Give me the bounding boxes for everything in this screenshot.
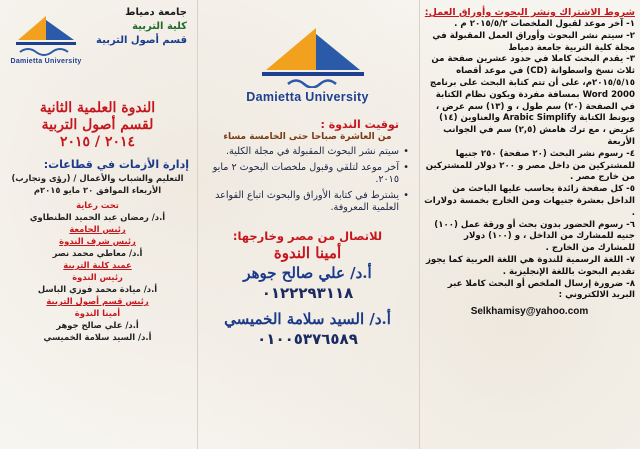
contact-1-phone[interactable]: ٠١٢٢٢٩٣١١٨ (261, 283, 354, 302)
condition-item: ١- آخر موعد لقبول الملخصات ٢٠١٥/٥/٢ م . (454, 19, 635, 29)
dean-label: عميد كلية التربية (63, 260, 132, 270)
logo-english-name-large: Damietta University (246, 90, 369, 104)
seminar-date: الأربعاء الموافق ٢٠ مايو ٢٠١٥م (33, 185, 162, 195)
university-name: جامعة دمياط (125, 7, 187, 18)
theme-line: التعليم والشباب والأعمال / (رؤى وتجارب) (11, 173, 184, 183)
seminar-president-label: رئيس الندوة (72, 272, 123, 282)
right-panel (420, 0, 640, 449)
condition-item: ٧- اللغة الرسمية للندوة هي اللغة العربية كما يجوز تقديم البحوث باللغة الإنجليزية . (425, 254, 635, 277)
logo-english-name: Damietta University (10, 58, 82, 65)
timing-line: من العاشرة صباحا حتى الخامسة مساء (223, 132, 392, 142)
seminar-title-line-1: الندوة العلمية الثانية (39, 100, 156, 116)
condition-item: ٦- رسوم الحضور بدون بحث أو ورقة عمل (١٠٠) جنيه للمشارك من الداخل ، و (١٠٠) دولار للمشارك من الخارج . (434, 219, 635, 254)
faculty-name: كلية التربية (132, 21, 187, 32)
logo-icon-large (228, 26, 388, 88)
condition-item: ٢- سيتم نشر البحوث وأوراق العمل المقبولة في مجلة كلية التربية جامعة دمياط (432, 30, 635, 53)
seminar-president-name: أ.د/ ميادة محمد فوزي الباسل (37, 284, 158, 294)
department-head-label: رئيس قسم أصول التربية (46, 296, 149, 306)
secretaries-label: أمينا الندوة (74, 308, 121, 318)
university-logo-large (228, 26, 388, 104)
note-item: • سيتم نشر البحوث المقبولة في مجلة الكلية. (204, 146, 399, 159)
conditions-list (424, 19, 635, 302)
middle-panel (198, 0, 420, 449)
contact-2-name: أ.د/ السيد سلامة الخميسي (224, 309, 391, 328)
condition-item: ٣- يقدم البحث كاملا في حدود عشرين صفحة من ثلاث نسخ واسطوانة (CD) في موعد أقصاه ٢٠١٥/٥/١٥م، على أن تتم كتابة البحث على برنامج Word 2000 بمسافة مفردة ويكون نظام الكتابة في الصفحة (٢٠) سم طول ، و (١٣) سم عرض ، ويونط الكتابة Arabic Simplify والعناوين (١٤) عريض ، مع ترك هامش (٢,٥) سم في الجوانب الأربعة (429, 54, 635, 147)
seminar-title-line-2: لقسم أصول التربية (41, 117, 154, 133)
secretary-1-name: أ.د/ علي صالح جوهر (56, 320, 139, 330)
condition-item: ٤- رسوم نشر البحث (٢٠ صفحة) ٢٥٠ جنيها للمشتركين من داخل مصر و ٢٠٠ دولار للمشتركين من خارج مصر . (425, 148, 635, 183)
seminar-title-year: ٢٠١٤ / ٢٠١٥ (59, 134, 136, 150)
theme-heading: إدارة الأزمات في قطاعات: (43, 158, 189, 171)
contact-heading: للاتصال من مصر وخارجها: (232, 228, 383, 243)
seminar-notes-list (204, 146, 411, 215)
note-item: • آخر موعد لتلقي وقبول ملخصات البحوث ٢ مايو ٢٠١٥. (204, 162, 399, 187)
seminar-title (6, 100, 189, 151)
contact-2-phone[interactable]: ٠١٠٠٥٣٧٦٥٨٩ (257, 329, 358, 348)
condition-item: ٨- ضرورة إرسال الملخص أو البحث كاملا عبر البريد الالكتروني : (447, 278, 635, 301)
patron-label: تحت رعاية (76, 200, 119, 210)
contact-secretaries-label: أمينا الندوة (273, 243, 342, 262)
conditions-heading: شروط الاشتراك ونشر البحوث وأوراق العمل: (424, 7, 635, 18)
timing-heading: توقيت الندوة : (320, 118, 399, 131)
university-president-label: رئيس الجامعة (69, 224, 126, 234)
honorary-president-name: أ.د/ معاطي محمد نصر (52, 248, 143, 258)
department-name: قسم أصول التربية (96, 35, 187, 46)
condition-item: ٥- كل صفحة زائدة يحاسب عليها الباحث من الداخل بعشرة جنيهات ومن الخارج بخمسة دولارات . (424, 184, 635, 218)
secretary-2-name: أ.د/ السيد سلامة الخميسي (43, 332, 152, 342)
university-logo-small (10, 14, 82, 65)
left-panel (0, 0, 198, 449)
note-item: • يشترط في كتابة الأوراق والبحوث اتباع القواعد العلمية المعروفة. (204, 190, 399, 215)
honorary-president-label: رئيس شرف الندوة (59, 236, 136, 246)
contact-1-name: أ.د/ علي صالح جوهر (243, 263, 372, 282)
patron-name: أ.د/ رمضان عبد الحميد الطنطاوي (29, 212, 166, 222)
logo-icon (10, 14, 82, 58)
contact-email[interactable]: Selkhamisy@yahoo.com (470, 306, 589, 318)
